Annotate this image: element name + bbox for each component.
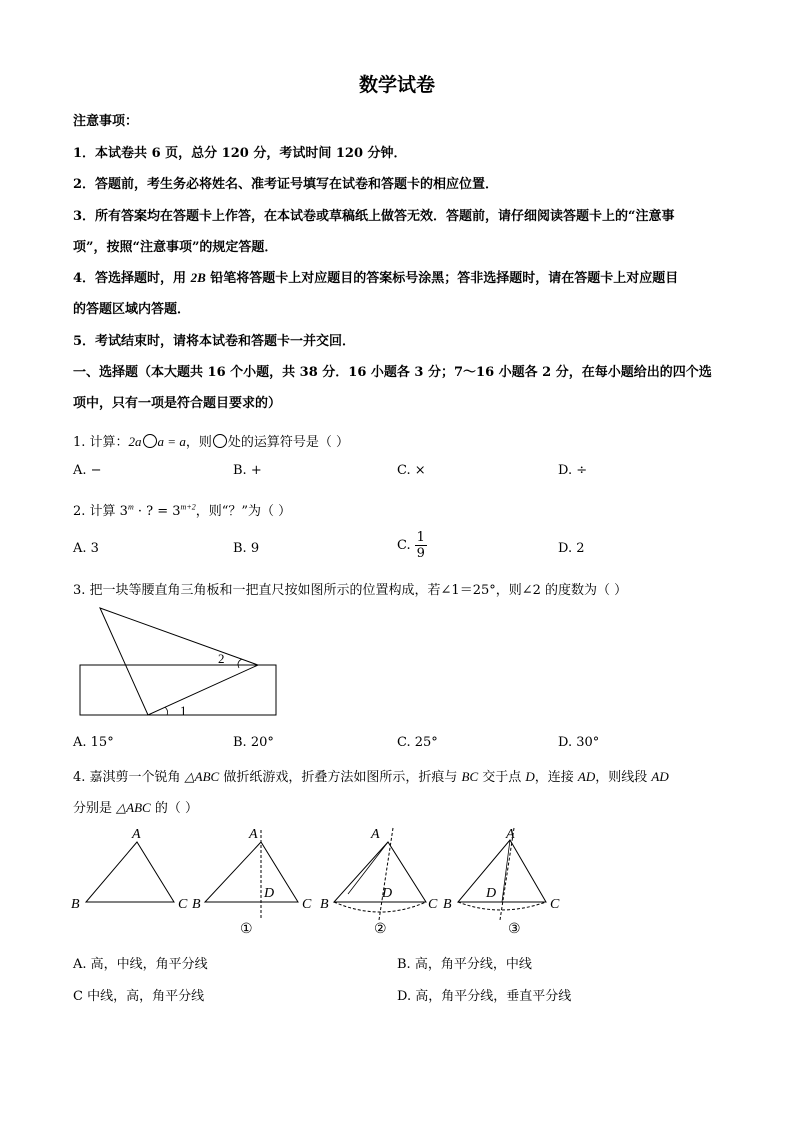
- circle-label-3: ③: [508, 922, 521, 937]
- fig-label-c: C: [428, 897, 438, 912]
- section1-line2: 项中，只有一项是符合题目要求的）: [73, 396, 282, 411]
- fold-segment-3: [502, 840, 510, 902]
- q2-option-c[interactable]: C. $\frac{1}{9}$: [397, 530, 425, 561]
- ruler-rect: [80, 665, 276, 715]
- note-3-line1: 3．所有答案均在答题卡上作答，在本试卷或草稿纸上做答无效．答题前，请仔细阅读答题卡上的“注意事: [73, 209, 675, 224]
- q4-figure: [68, 822, 568, 944]
- triangle-fold-2: [334, 842, 426, 902]
- fig-label-b: B: [71, 897, 80, 912]
- blank-circle-icon: [143, 434, 157, 448]
- fig-label-b: B: [443, 897, 452, 912]
- set-square-triangle: [100, 608, 258, 715]
- page-title: 数学试卷: [358, 74, 435, 96]
- triangle-fold-1: [205, 842, 298, 902]
- fold-line-2: [379, 828, 393, 920]
- angle-2-arc: [238, 659, 242, 668]
- q4-option-b[interactable]: B. 高，角平分线，中线: [397, 957, 532, 972]
- q3-option-c[interactable]: C. 25°: [397, 735, 438, 750]
- fig-label-a: A: [506, 827, 515, 842]
- note-2: 2．答题前，考生务必将姓名、准考证号填写在试卷和答题卡的相应位置．: [73, 177, 499, 192]
- circle-label-2: ②: [374, 922, 387, 937]
- angle-1-label: 1: [180, 703, 187, 718]
- note-4-line2: 的答题区域内答题．: [73, 302, 191, 317]
- circle-label-1: ①: [240, 922, 253, 937]
- q2-stem: 2. 计算 $3^m$ · ? = $3^{m+2}$，则“？”为（ ）: [73, 502, 292, 519]
- notes-heading: 注意事项：: [73, 114, 139, 129]
- q4-stem-line1: 4. 嘉淇剪一个锐角 △ABC 做折纸游戏，折叠方法如图所示，折痕与 BC 交于点 D，连接 AD，则线段 AD: [73, 769, 669, 785]
- angle-1-arc: [165, 707, 168, 715]
- fig-label-c: C: [550, 897, 560, 912]
- note-3-line2: 项”，按照“注意事项”的规定答题．: [73, 240, 278, 255]
- fold-arc-2: [334, 902, 426, 912]
- angle-2-label: 2: [218, 651, 225, 666]
- q1-option-b[interactable]: B. +: [233, 463, 262, 478]
- fig-label-d: D: [264, 886, 275, 901]
- q4-stem-line2: 分别是 △ABC 的（ ）: [73, 800, 198, 816]
- q3-stem: 3. 把一块等腰直角三角板和一把直尺按如图所示的位置构成，若∠1＝25°，则∠2 的度数为（ ）: [73, 583, 628, 598]
- fig-label-d: D: [486, 886, 497, 901]
- fig-label-a: A: [371, 827, 380, 842]
- q2-option-d[interactable]: D. 2: [558, 541, 585, 556]
- triangle-abc: [86, 842, 174, 902]
- note-5: 5．考试结束时，请将本试卷和答题卡一并交回．: [73, 334, 356, 349]
- fig-label-b: B: [192, 897, 201, 912]
- q4-option-d[interactable]: D. 高，角平分线，垂直平分线: [397, 989, 572, 1004]
- q1-option-c[interactable]: C. ×: [397, 463, 426, 478]
- fraction-one-ninth: $\frac{1}{9}$: [416, 530, 425, 561]
- note-4-line1: 4．答选择题时，用 2B 铅笔将答题卡上对应题目的答案标号涂黑；答非选择题时，请在答题卡上对应题目: [73, 270, 679, 286]
- q4-option-c[interactable]: C 中线，高，角平分线: [73, 989, 205, 1004]
- fig-label-c: C: [302, 897, 312, 912]
- q3-option-a[interactable]: A. 15°: [73, 735, 114, 750]
- q3-option-d[interactable]: D. 30°: [558, 735, 600, 750]
- q1-option-a[interactable]: A. −: [73, 463, 102, 478]
- note-1: 1．本试卷共 6 页，总分 120 分，考试时间 120 分钟．: [73, 146, 407, 161]
- fig-label-d: D: [382, 886, 393, 901]
- section1-line1: 一、选择题（本大题共 16 个小题，共 38 分．16 小题各 3 分；7～16 小题各 2 分，在每小题给出的四个选: [73, 365, 712, 380]
- fig-label-c: C: [178, 897, 188, 912]
- q2-option-a[interactable]: A. 3: [73, 541, 99, 556]
- q3-option-b[interactable]: B. 20°: [233, 735, 274, 750]
- q4-option-a[interactable]: A. 高，中线，角平分线: [73, 957, 208, 972]
- blank-circle-icon: [213, 434, 227, 448]
- fig-label-b: B: [320, 897, 329, 912]
- q2-option-b[interactable]: B. 9: [233, 541, 260, 556]
- fig-label-a: A: [249, 827, 258, 842]
- q1-option-d[interactable]: D. ÷: [558, 463, 588, 478]
- fig-label-a: A: [132, 827, 141, 842]
- q3-figure: [70, 600, 290, 725]
- q1-stem: 1. 计算：2a a = a，则 处的运算符号是（ ）: [73, 434, 349, 450]
- triangle-fold-3: [458, 840, 546, 902]
